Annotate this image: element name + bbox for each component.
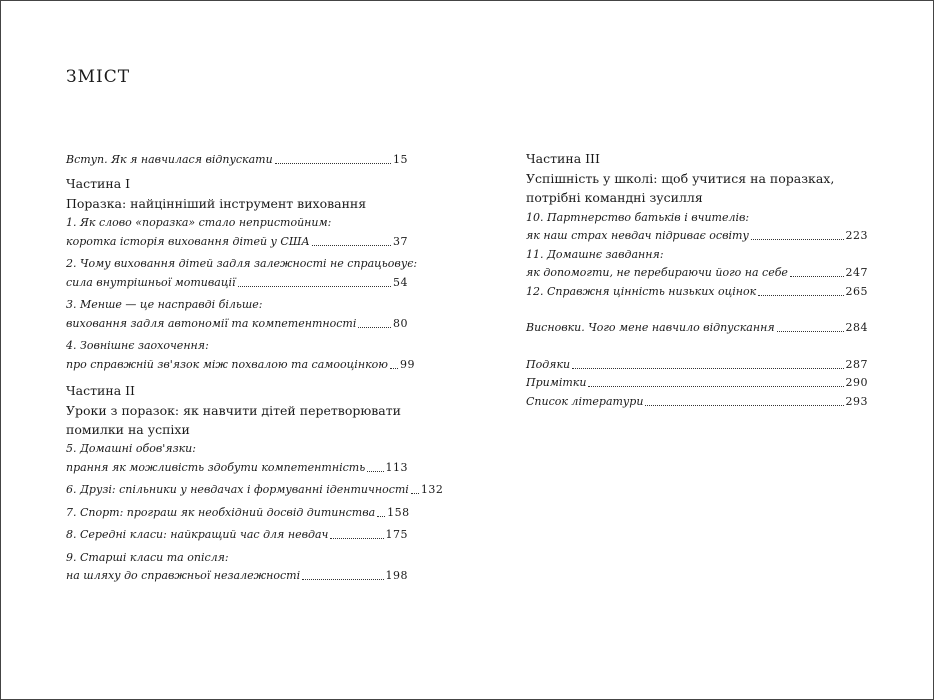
toc-entry-ch7[interactable] [66, 502, 408, 521]
leader-dots [312, 245, 391, 246]
page-number: 175 [385, 528, 408, 541]
toc-entry-ch11[interactable] [526, 263, 868, 282]
page-number: 54 [393, 275, 408, 289]
toc-entry-ch4[interactable] [66, 354, 415, 373]
page-number: 290 [845, 376, 868, 389]
part-2-label: Частина II [66, 382, 135, 398]
part-3-title-line-2: потрібні командні зусилля [526, 190, 703, 205]
toc-entry-ch3-heading: 3. Менше — це насправді більше: [66, 298, 263, 311]
toc-entry-ch2-heading: 2. Чому виховання дітей задля залежності не спрацьовує: [66, 257, 418, 270]
leader-dots [390, 368, 398, 369]
leader-dots [330, 538, 383, 539]
toc-entry-ch5-heading: 5. Домашні обов'язки: [66, 442, 196, 455]
leader-dots [377, 516, 385, 517]
entry-text: прання як можливість здобути компетентність [66, 460, 366, 474]
leader-dots [302, 579, 383, 580]
entry-text: Список літератури [526, 394, 644, 408]
page-number: 37 [393, 234, 408, 248]
part-1-title: Поразка: найцінніший інструмент виховання [66, 195, 367, 211]
page-number: 132 [420, 483, 444, 496]
page-number: 265 [845, 284, 868, 298]
page-number: 80 [393, 316, 408, 330]
entry-text: 8. Середні класи: найкращий час для невдач [66, 528, 329, 541]
toc-entry-notes[interactable] [526, 373, 868, 392]
entry-text: як наш страх невдач підриває освіту [526, 229, 749, 242]
part-1-label: Частина I [66, 175, 131, 191]
part-2-title-line-2: помилки на успіхи [66, 421, 190, 437]
toc-entry-ch10[interactable] [526, 226, 868, 245]
entry-text: коротка історія виховання дітей у США [66, 234, 310, 248]
entry-text: Висновки. Чого мене навчило відпускання [526, 321, 775, 334]
entry-text: про справжній зв'язок між похвалою та самооцінкою [66, 357, 388, 371]
leader-dots [367, 471, 383, 472]
entry-text: Подяки [526, 357, 571, 371]
toc-entry-ch11-heading: 11. Домашнє завдання: [526, 247, 664, 261]
toc-entry-ch1-heading: 1. Як слово «поразка» стало непристойним: [66, 216, 332, 229]
page-number: 158 [387, 505, 410, 519]
toc-entry-ch12[interactable] [526, 281, 868, 300]
page-number: 15 [393, 152, 408, 166]
entry-text: Вступ. Як я навчилася відпускати [66, 152, 273, 166]
part-2-title-line-1: Уроки з поразок: як навчити дітей перетворювати [66, 402, 401, 418]
toc-entry-ch1[interactable] [66, 231, 408, 250]
toc-entry-thanks[interactable] [526, 354, 868, 373]
leader-dots [572, 368, 843, 369]
entry-text: Примітки [526, 376, 587, 389]
part-3-title-line-1: Успішність у школі: щоб учитися на поразках, [526, 171, 835, 186]
toc-entry-ch9-heading: 9. Старші класи та опісля: [66, 550, 229, 564]
leader-dots [411, 493, 419, 494]
toc-entry-ch5[interactable] [66, 457, 408, 476]
leader-dots [790, 276, 844, 277]
page-number: 293 [845, 394, 868, 408]
page-number: 287 [845, 357, 868, 371]
page-number: 198 [385, 569, 408, 582]
leader-dots [275, 163, 391, 164]
entry-text: як допомогти, не перебираючи його на себе [526, 266, 788, 279]
entry-text: сила внутрішньої мотивації [66, 275, 236, 289]
page-title: ЗМІСТ [66, 67, 131, 87]
leader-dots [238, 286, 391, 287]
toc-entry-conclusion[interactable] [526, 318, 868, 337]
toc-entry-ch8[interactable] [66, 525, 408, 544]
entry-text: 7. Спорт: програш як необхідний досвід дитинства [66, 505, 376, 519]
toc-entry-ch3[interactable] [66, 313, 408, 332]
toc-entry-ch10-heading: 10. Партнерство батьків і вчителів: [526, 210, 750, 224]
entry-text: 6. Друзі: спільники у невдачах і формуванні ідентичності [66, 483, 409, 496]
page-number: 113 [385, 460, 408, 474]
toc-entry-ch6[interactable] [66, 480, 444, 499]
entry-text: на шляху до справжньої незалежності [66, 569, 301, 582]
toc-right-column [526, 149, 868, 410]
toc-entry-ch4-heading: 4. Зовнішнє заохочення: [66, 339, 209, 352]
page-number: 223 [845, 229, 868, 242]
leader-dots [358, 327, 391, 328]
toc-entry-references[interactable] [526, 391, 868, 410]
leader-dots [645, 405, 843, 406]
leader-dots [588, 386, 843, 387]
leader-dots [758, 295, 843, 296]
leader-dots [777, 331, 844, 332]
toc-left-column [66, 149, 444, 584]
part-3-label: Частина III [526, 151, 600, 166]
entry-text: виховання задля автономії та компетентності [66, 316, 357, 330]
toc-entry-ch2[interactable] [66, 272, 408, 291]
toc-entry-intro[interactable] [66, 149, 408, 168]
entry-text: 12. Справжня цінність низьких оцінок [526, 284, 757, 298]
toc-entry-ch9[interactable] [66, 566, 408, 585]
page-number: 247 [845, 266, 868, 279]
leader-dots [751, 239, 844, 240]
page-number: 284 [845, 321, 868, 334]
page-number: 99 [399, 357, 415, 371]
